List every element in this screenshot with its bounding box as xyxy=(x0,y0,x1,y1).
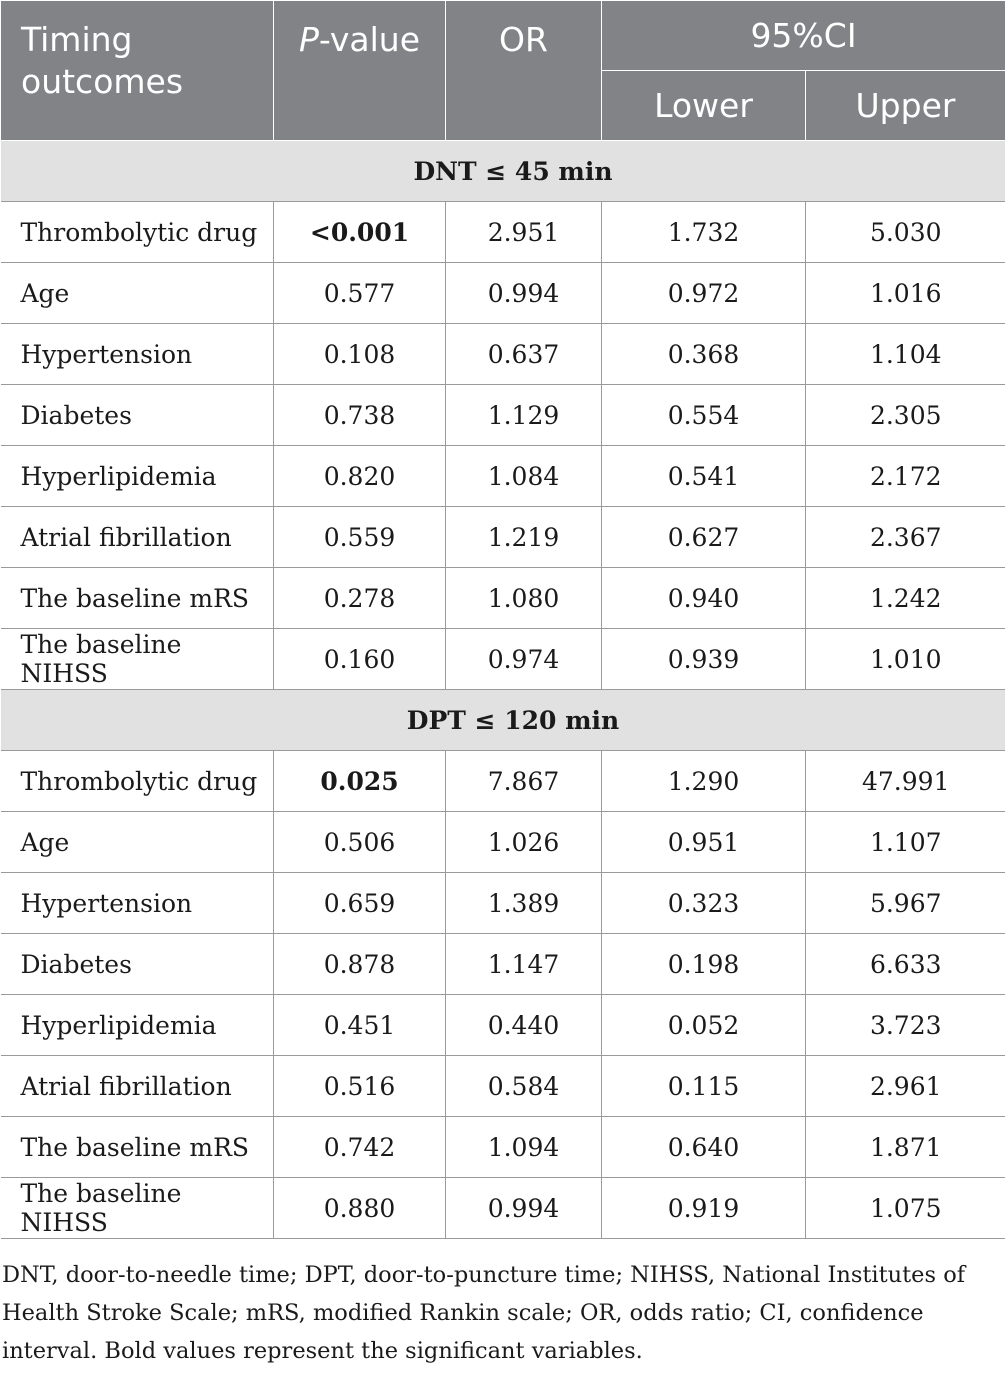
table-body xyxy=(1,141,1005,1239)
cell-ci-upper: 2.961 xyxy=(806,1056,1005,1117)
table-row xyxy=(1,629,1005,690)
cell-p-value: 0.506 xyxy=(274,812,446,873)
cell-or: 1.129 xyxy=(446,385,602,446)
table-row xyxy=(1,1056,1005,1117)
cell-p-value: 0.738 xyxy=(274,385,446,446)
cell-variable: The baseline NIHSS xyxy=(1,1178,274,1239)
cell-or: 7.867 xyxy=(446,751,602,812)
section-row xyxy=(1,690,1005,751)
cell-variable: Hypertension xyxy=(1,324,274,385)
table-row xyxy=(1,507,1005,568)
cell-ci-lower: 0.627 xyxy=(602,507,806,568)
cell-ci-lower: 0.939 xyxy=(602,629,806,690)
table-header xyxy=(1,1,1005,141)
table-row xyxy=(1,1178,1005,1239)
cell-variable: The baseline mRS xyxy=(1,1117,274,1178)
section-title: DPT ≤ 120 min xyxy=(1,690,1005,751)
cell-ci-lower: 0.052 xyxy=(602,995,806,1056)
header-timing-outcomes: Timing outcomes xyxy=(1,1,274,141)
cell-variable: Hyperlipidemia xyxy=(1,995,274,1056)
cell-variable: Hyperlipidemia xyxy=(1,446,274,507)
cell-or: 1.389 xyxy=(446,873,602,934)
cell-ci-lower: 1.732 xyxy=(602,202,806,263)
cell-ci-lower: 0.972 xyxy=(602,263,806,324)
cell-variable: Diabetes xyxy=(1,934,274,995)
cell-or: 1.147 xyxy=(446,934,602,995)
cell-or: 1.080 xyxy=(446,568,602,629)
table-footnote: DNT, door-to-needle time; DPT, door-to-puncture time; NIHSS, National Institutes of Health Stroke Scale; mRS, modified Rankin scale; OR, odds ratio; CI, confidence interval. Bold values represent the significant variables. xyxy=(2,1262,966,1364)
table-row xyxy=(1,324,1005,385)
cell-p-value: 0.577 xyxy=(274,263,446,324)
cell-ci-upper: 1.104 xyxy=(806,324,1005,385)
cell-ci-upper: 6.633 xyxy=(806,934,1005,995)
cell-p-value: 0.820 xyxy=(274,446,446,507)
header-ci-lower: Lower xyxy=(602,71,806,141)
cell-p-value: 0.880 xyxy=(274,1178,446,1239)
cell-or: 0.994 xyxy=(446,1178,602,1239)
header-or: OR xyxy=(446,1,602,141)
table-row xyxy=(1,202,1005,263)
cell-ci-lower: 0.640 xyxy=(602,1117,806,1178)
cell-ci-upper: 3.723 xyxy=(806,995,1005,1056)
cell-p-value: 0.160 xyxy=(274,629,446,690)
table-row xyxy=(1,385,1005,446)
cell-p-value: 0.108 xyxy=(274,324,446,385)
cell-ci-lower: 0.198 xyxy=(602,934,806,995)
header-p-italic: P xyxy=(298,20,319,59)
cell-variable: The baseline mRS xyxy=(1,568,274,629)
cell-variable: Atrial fibrillation xyxy=(1,507,274,568)
cell-ci-lower: 0.940 xyxy=(602,568,806,629)
cell-variable: Age xyxy=(1,263,274,324)
cell-variable: Diabetes xyxy=(1,385,274,446)
cell-p-value: 0.278 xyxy=(274,568,446,629)
cell-or: 1.084 xyxy=(446,446,602,507)
cell-ci-lower: 0.323 xyxy=(602,873,806,934)
cell-or: 0.584 xyxy=(446,1056,602,1117)
cell-p-value: <0.001 xyxy=(274,202,446,263)
cell-ci-upper: 5.967 xyxy=(806,873,1005,934)
cell-ci-lower: 0.368 xyxy=(602,324,806,385)
cell-ci-upper: 2.305 xyxy=(806,385,1005,446)
cell-p-value: 0.878 xyxy=(274,934,446,995)
cell-or: 0.637 xyxy=(446,324,602,385)
cell-or: 2.951 xyxy=(446,202,602,263)
cell-ci-upper: 5.030 xyxy=(806,202,1005,263)
table-row xyxy=(1,568,1005,629)
cell-p-value: 0.451 xyxy=(274,995,446,1056)
cell-ci-lower: 0.919 xyxy=(602,1178,806,1239)
cell-variable: Hypertension xyxy=(1,873,274,934)
cell-p-value: 0.025 xyxy=(274,751,446,812)
section-row xyxy=(1,141,1005,202)
cell-or: 1.026 xyxy=(446,812,602,873)
cell-ci-upper: 47.991 xyxy=(806,751,1005,812)
cell-ci-lower: 0.115 xyxy=(602,1056,806,1117)
cell-variable: Age xyxy=(1,812,274,873)
cell-ci-upper: 2.367 xyxy=(806,507,1005,568)
cell-or: 0.994 xyxy=(446,263,602,324)
cell-ci-lower: 0.951 xyxy=(602,812,806,873)
cell-ci-upper: 1.871 xyxy=(806,1117,1005,1178)
header-ci-upper: Upper xyxy=(806,71,1005,141)
header-p-value xyxy=(274,1,446,141)
table-row xyxy=(1,995,1005,1056)
cell-or: 1.094 xyxy=(446,1117,602,1178)
cell-p-value: 0.742 xyxy=(274,1117,446,1178)
cell-or: 0.440 xyxy=(446,995,602,1056)
cell-variable: The baseline NIHSS xyxy=(1,629,274,690)
cell-ci-upper: 1.016 xyxy=(806,263,1005,324)
cell-ci-upper: 1.010 xyxy=(806,629,1005,690)
section-title: DNT ≤ 45 min xyxy=(1,141,1005,202)
table-row xyxy=(1,812,1005,873)
cell-ci-lower: 0.554 xyxy=(602,385,806,446)
cell-ci-lower: 0.541 xyxy=(602,446,806,507)
cell-ci-upper: 1.107 xyxy=(806,812,1005,873)
table-row xyxy=(1,263,1005,324)
header-p-rest: -value xyxy=(318,20,421,59)
cell-p-value: 0.559 xyxy=(274,507,446,568)
table-row xyxy=(1,934,1005,995)
cell-p-value: 0.516 xyxy=(274,1056,446,1117)
cell-variable: Atrial fibrillation xyxy=(1,1056,274,1117)
cell-ci-upper: 1.242 xyxy=(806,568,1005,629)
header-95ci: 95%CI xyxy=(602,1,1005,71)
table-row xyxy=(1,751,1005,812)
table-row xyxy=(1,446,1005,507)
cell-ci-lower: 1.290 xyxy=(602,751,806,812)
cell-variable: Thrombolytic drug xyxy=(1,202,274,263)
cell-ci-upper: 2.172 xyxy=(806,446,1005,507)
cell-p-value: 0.659 xyxy=(274,873,446,934)
cell-or: 1.219 xyxy=(446,507,602,568)
table-row xyxy=(1,873,1005,934)
table-row xyxy=(1,1117,1005,1178)
cell-or: 0.974 xyxy=(446,629,602,690)
cell-variable: Thrombolytic drug xyxy=(1,751,274,812)
cell-ci-upper: 1.075 xyxy=(806,1178,1005,1239)
